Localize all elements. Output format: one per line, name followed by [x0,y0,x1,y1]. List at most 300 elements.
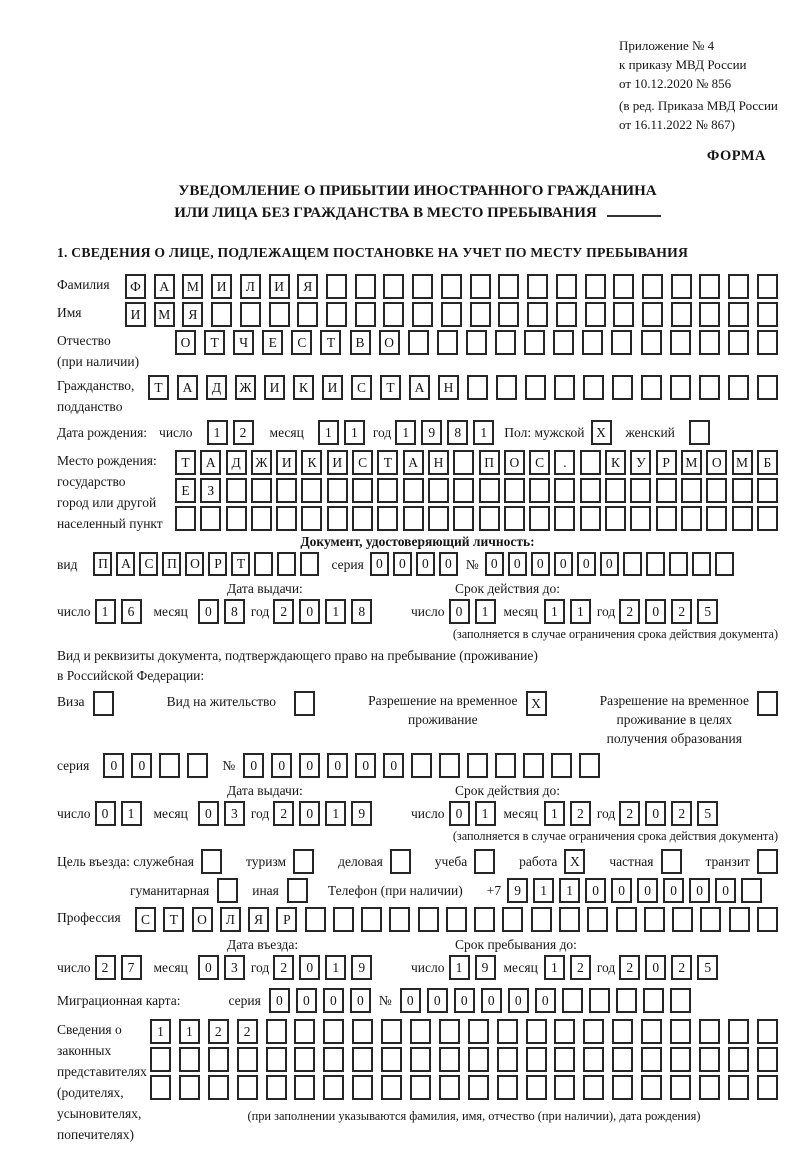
representatives-cell[interactable] [208,1075,229,1100]
stay-number-cell[interactable] [495,753,516,778]
stay-until-month-cell[interactable]: 2 [570,955,591,980]
representatives-cell[interactable] [150,1047,171,1072]
stay-number-cell[interactable] [579,753,600,778]
birth-year-cell[interactable]: 9 [421,420,442,445]
patronymic-cell[interactable]: С [291,330,312,355]
representatives-cell[interactable]: 2 [237,1019,258,1044]
birth-month-cell[interactable]: 1 [344,420,365,445]
representatives-cell[interactable] [294,1047,315,1072]
phone-digit-cell[interactable]: 0 [663,878,684,903]
patronymic-cell[interactable] [524,330,545,355]
representatives-cell[interactable] [323,1019,344,1044]
patronymic-cell[interactable] [582,330,603,355]
birthplace-cell[interactable]: А [403,450,424,475]
profession-cell[interactable] [361,907,382,932]
profession-cell[interactable] [333,907,354,932]
birthplace-cell[interactable] [327,506,348,531]
id-valid-year-cell[interactable]: 2 [671,599,692,624]
stay-series-cell[interactable]: 0 [103,753,124,778]
representatives-cell[interactable] [583,1019,604,1044]
phone-digit-cell[interactable]: 0 [715,878,736,903]
representatives-cell[interactable] [554,1075,575,1100]
representatives-cell[interactable] [294,1019,315,1044]
birthplace-cell[interactable] [377,506,398,531]
citizenship-cell[interactable]: Д [206,375,227,400]
stay-series-cell[interactable] [159,753,180,778]
id-valid-year-cell[interactable]: 5 [697,599,718,624]
entry-month-cell[interactable]: 0 [198,955,219,980]
mc-number-cell[interactable]: 0 [454,988,475,1013]
birthplace-cell[interactable]: М [732,450,753,475]
doc-number-cell[interactable]: 0 [577,552,596,576]
given-name-cell[interactable] [297,302,318,327]
surname-cell[interactable]: М [182,274,203,299]
mc-number-cell[interactable]: 0 [481,988,502,1013]
surname-cell[interactable]: И [211,274,232,299]
birthplace-cell[interactable] [453,506,474,531]
representatives-cell[interactable] [757,1047,778,1072]
mc-series-cell[interactable]: 0 [323,988,344,1013]
birthplace-cell[interactable] [630,506,651,531]
stay-until-month-cell[interactable]: 1 [544,955,565,980]
given-name-cell[interactable] [556,302,577,327]
surname-cell[interactable] [757,274,778,299]
representatives-cell[interactable] [699,1075,720,1100]
given-name-cell[interactable] [527,302,548,327]
citizenship-cell[interactable] [641,375,662,400]
birthplace-cell[interactable]: У [630,450,651,475]
profession-cell[interactable] [644,907,665,932]
profession-cell[interactable] [389,907,410,932]
representatives-cell[interactable] [150,1075,171,1100]
stay-number-cell[interactable]: 0 [355,753,376,778]
temp-residence-checkbox[interactable]: X [526,691,547,716]
given-name-cell[interactable] [355,302,376,327]
birthplace-cell[interactable]: З [200,478,221,503]
patronymic-cell[interactable] [670,330,691,355]
patronymic-cell[interactable] [641,330,662,355]
citizenship-cell[interactable] [583,375,604,400]
birthplace-cell[interactable] [504,506,525,531]
surname-cell[interactable] [498,274,519,299]
citizenship-cell[interactable]: И [264,375,285,400]
mc-series-cell[interactable]: 0 [269,988,290,1013]
patronymic-cell[interactable]: Е [262,330,283,355]
birthplace-cell[interactable] [732,506,753,531]
stay-valid-day-cell[interactable]: 0 [449,801,470,826]
representatives-cell[interactable] [439,1075,460,1100]
citizenship-cell[interactable]: Т [380,375,401,400]
stay-valid-year-cell[interactable]: 2 [671,801,692,826]
visa-checkbox[interactable] [93,691,114,716]
mc-number-cell[interactable] [643,988,664,1013]
birthplace-cell[interactable]: А [200,450,221,475]
stay-issue-day-cell[interactable]: 0 [95,801,116,826]
representatives-cell[interactable] [381,1047,402,1072]
representatives-cell[interactable] [497,1047,518,1072]
doc-number-cell[interactable]: 0 [531,552,550,576]
birthplace-cell[interactable] [757,478,778,503]
stay-number-cell[interactable]: 0 [383,753,404,778]
surname-cell[interactable] [728,274,749,299]
surname-cell[interactable]: И [269,274,290,299]
surname-cell[interactable]: Ф [125,274,146,299]
representatives-cell[interactable] [381,1075,402,1100]
representatives-cell[interactable] [266,1019,287,1044]
citizenship-cell[interactable] [525,375,546,400]
representatives-cell[interactable] [468,1019,489,1044]
citizenship-cell[interactable]: А [409,375,430,400]
stay-issue-day-cell[interactable]: 1 [121,801,142,826]
birthplace-cell[interactable]: И [327,450,348,475]
phone-digit-cell[interactable]: 1 [559,878,580,903]
given-name-cell[interactable]: И [125,302,146,327]
entry-day-cell[interactable]: 2 [95,955,116,980]
birthplace-cell[interactable] [580,450,601,475]
birthplace-cell[interactable] [479,478,500,503]
birthplace-cell[interactable]: Т [377,450,398,475]
title-blank-line[interactable] [607,204,661,217]
id-issue-year-cell[interactable]: 0 [299,599,320,624]
doc-series-cell[interactable]: 0 [370,552,389,576]
birthplace-cell[interactable]: К [301,450,322,475]
patronymic-cell[interactable] [437,330,458,355]
birthplace-cell[interactable] [226,506,247,531]
phone-digit-cell[interactable]: 0 [585,878,606,903]
representatives-cell[interactable] [468,1047,489,1072]
entry-year-cell[interactable]: 9 [351,955,372,980]
doc-number-cell[interactable]: 0 [554,552,573,576]
representatives-cell[interactable] [612,1047,633,1072]
representatives-cell[interactable] [266,1047,287,1072]
id-valid-day-cell[interactable]: 1 [475,599,496,624]
birthplace-cell[interactable] [276,478,297,503]
profession-cell[interactable] [587,907,608,932]
birthplace-cell[interactable] [403,478,424,503]
birthplace-cell[interactable] [327,478,348,503]
mc-number-cell[interactable]: 0 [400,988,421,1013]
representatives-cell[interactable] [728,1075,749,1100]
citizenship-cell[interactable]: И [322,375,343,400]
birthplace-cell[interactable] [732,478,753,503]
doc-number-cell[interactable] [646,552,665,576]
mc-number-cell[interactable] [562,988,583,1013]
mc-series-cell[interactable]: 0 [350,988,371,1013]
given-name-cell[interactable]: М [154,302,175,327]
phone-digit-cell[interactable] [741,878,762,903]
birthplace-cell[interactable]: С [529,450,550,475]
stay-issue-year-cell[interactable]: 2 [273,801,294,826]
patronymic-cell[interactable] [466,330,487,355]
purpose-official-checkbox[interactable] [201,849,222,874]
birthplace-cell[interactable] [251,478,272,503]
entry-year-cell[interactable]: 1 [325,955,346,980]
citizenship-cell[interactable] [728,375,749,400]
representatives-cell[interactable] [323,1075,344,1100]
profession-cell[interactable]: С [135,907,156,932]
representatives-cell[interactable] [497,1019,518,1044]
representatives-cell[interactable] [266,1075,287,1100]
phone-digit-cell[interactable]: 0 [611,878,632,903]
representatives-cell[interactable] [497,1075,518,1100]
representatives-cell[interactable] [352,1019,373,1044]
patronymic-cell[interactable] [408,330,429,355]
surname-cell[interactable] [613,274,634,299]
doc-kind-cell[interactable]: О [185,552,204,576]
representatives-cell[interactable]: 1 [179,1019,200,1044]
representatives-cell[interactable]: 1 [150,1019,171,1044]
purpose-private-checkbox[interactable] [661,849,682,874]
stay-number-cell[interactable] [439,753,460,778]
birthplace-cell[interactable]: Б [757,450,778,475]
id-issue-day-cell[interactable]: 1 [95,599,116,624]
stay-valid-day-cell[interactable]: 1 [475,801,496,826]
doc-number-cell[interactable] [692,552,711,576]
representatives-cell[interactable] [381,1019,402,1044]
mc-number-cell[interactable]: 0 [427,988,448,1013]
doc-series-cell[interactable]: 0 [439,552,458,576]
id-valid-year-cell[interactable]: 0 [645,599,666,624]
surname-cell[interactable] [642,274,663,299]
given-name-cell[interactable] [585,302,606,327]
sex-male-checkbox[interactable]: X [591,420,612,445]
birthplace-cell[interactable] [681,478,702,503]
surname-cell[interactable] [556,274,577,299]
representatives-cell[interactable] [554,1019,575,1044]
mc-number-cell[interactable] [589,988,610,1013]
birthplace-cell[interactable] [301,478,322,503]
representatives-cell[interactable] [439,1019,460,1044]
birthplace-cell[interactable] [251,506,272,531]
id-issue-day-cell[interactable]: 6 [121,599,142,624]
birthplace-cell[interactable] [175,506,196,531]
birthplace-cell[interactable] [529,506,550,531]
birthplace-cell[interactable] [529,478,550,503]
surname-cell[interactable] [412,274,433,299]
representatives-cell[interactable] [699,1047,720,1072]
doc-number-cell[interactable] [623,552,642,576]
stay-issue-year-cell[interactable]: 9 [351,801,372,826]
given-name-cell[interactable] [728,302,749,327]
patronymic-cell[interactable]: О [379,330,400,355]
doc-kind-cell[interactable]: А [116,552,135,576]
surname-cell[interactable] [470,274,491,299]
patronymic-cell[interactable] [699,330,720,355]
entry-year-cell[interactable]: 0 [299,955,320,980]
phone-digit-cell[interactable]: 0 [637,878,658,903]
purpose-tourism-checkbox[interactable] [293,849,314,874]
birthplace-cell[interactable]: М [681,450,702,475]
stay-issue-month-cell[interactable]: 0 [198,801,219,826]
representatives-cell[interactable] [670,1019,691,1044]
stay-number-cell[interactable] [551,753,572,778]
birthplace-cell[interactable]: С [352,450,373,475]
birthplace-cell[interactable] [681,506,702,531]
representatives-cell[interactable] [670,1075,691,1100]
birthplace-cell[interactable] [200,506,221,531]
given-name-cell[interactable] [240,302,261,327]
birth-year-cell[interactable]: 1 [395,420,416,445]
profession-cell[interactable] [729,907,750,932]
birthplace-cell[interactable] [580,478,601,503]
given-name-cell[interactable] [757,302,778,327]
stay-until-day-cell[interactable]: 1 [449,955,470,980]
birth-day-cell[interactable]: 1 [207,420,228,445]
purpose-work-checkbox[interactable]: X [564,849,585,874]
id-valid-month-cell[interactable]: 1 [544,599,565,624]
stay-valid-year-cell[interactable]: 0 [645,801,666,826]
profession-cell[interactable] [474,907,495,932]
phone-digit-cell[interactable]: 9 [507,878,528,903]
id-issue-year-cell[interactable]: 2 [273,599,294,624]
birth-month-cell[interactable]: 1 [318,420,339,445]
representatives-cell[interactable] [352,1047,373,1072]
doc-series-cell[interactable]: 0 [416,552,435,576]
profession-cell[interactable] [502,907,523,932]
representatives-cell[interactable] [699,1019,720,1044]
profession-cell[interactable]: О [192,907,213,932]
surname-cell[interactable] [527,274,548,299]
profession-cell[interactable] [446,907,467,932]
stay-number-cell[interactable]: 0 [271,753,292,778]
representatives-cell[interactable] [526,1075,547,1100]
stay-issue-year-cell[interactable]: 1 [325,801,346,826]
birthplace-cell[interactable] [453,450,474,475]
temp-residence-edu-checkbox[interactable] [757,691,778,716]
representatives-cell[interactable] [554,1047,575,1072]
patronymic-cell[interactable]: В [350,330,371,355]
patronymic-cell[interactable] [495,330,516,355]
entry-month-cell[interactable]: 3 [224,955,245,980]
profession-cell[interactable] [616,907,637,932]
citizenship-cell[interactable] [496,375,517,400]
entry-day-cell[interactable]: 7 [121,955,142,980]
citizenship-cell[interactable]: Н [438,375,459,400]
citizenship-cell[interactable]: Ж [235,375,256,400]
surname-cell[interactable] [585,274,606,299]
birthplace-cell[interactable] [377,478,398,503]
surname-cell[interactable] [355,274,376,299]
representatives-cell[interactable] [641,1075,662,1100]
id-valid-month-cell[interactable]: 1 [570,599,591,624]
mc-series-cell[interactable]: 0 [296,988,317,1013]
representatives-cell[interactable] [237,1047,258,1072]
representatives-cell[interactable] [583,1075,604,1100]
representatives-cell[interactable] [468,1075,489,1100]
given-name-cell[interactable] [269,302,290,327]
profession-cell[interactable]: Р [276,907,297,932]
stay-valid-month-cell[interactable]: 2 [570,801,591,826]
representatives-cell[interactable] [641,1047,662,1072]
given-name-cell[interactable] [671,302,692,327]
stay-until-year-cell[interactable]: 5 [697,955,718,980]
birthplace-cell[interactable] [352,478,373,503]
doc-kind-cell[interactable]: С [139,552,158,576]
stay-valid-year-cell[interactable]: 5 [697,801,718,826]
id-issue-month-cell[interactable]: 8 [224,599,245,624]
doc-kind-cell[interactable]: Р [208,552,227,576]
doc-number-cell[interactable]: 0 [508,552,527,576]
citizenship-cell[interactable]: Т [148,375,169,400]
representatives-cell[interactable] [757,1075,778,1100]
birthplace-cell[interactable]: Е [175,478,196,503]
patronymic-cell[interactable] [553,330,574,355]
representatives-cell[interactable] [410,1019,431,1044]
surname-cell[interactable] [441,274,462,299]
patronymic-cell[interactable] [757,330,778,355]
surname-cell[interactable] [699,274,720,299]
birthplace-cell[interactable]: Ж [251,450,272,475]
representatives-cell[interactable] [641,1019,662,1044]
doc-kind-cell[interactable] [300,552,319,576]
profession-cell[interactable]: Т [163,907,184,932]
entry-year-cell[interactable]: 2 [273,955,294,980]
birth-year-cell[interactable]: 1 [473,420,494,445]
birthplace-cell[interactable] [706,506,727,531]
profession-cell[interactable] [559,907,580,932]
birthplace-cell[interactable]: О [504,450,525,475]
birthplace-cell[interactable]: К [605,450,626,475]
representatives-cell[interactable] [526,1047,547,1072]
birthplace-cell[interactable] [301,506,322,531]
surname-cell[interactable] [383,274,404,299]
representatives-cell[interactable] [410,1075,431,1100]
given-name-cell[interactable] [383,302,404,327]
phone-digit-cell[interactable]: 1 [533,878,554,903]
citizenship-cell[interactable]: С [351,375,372,400]
citizenship-cell[interactable] [670,375,691,400]
representatives-cell[interactable] [237,1075,258,1100]
stay-series-cell[interactable]: 0 [131,753,152,778]
profession-cell[interactable]: Я [248,907,269,932]
stay-series-cell[interactable] [187,753,208,778]
stay-valid-month-cell[interactable]: 1 [544,801,565,826]
given-name-cell[interactable] [613,302,634,327]
profession-cell[interactable] [418,907,439,932]
stay-number-cell[interactable] [411,753,432,778]
citizenship-cell[interactable] [467,375,488,400]
birth-day-cell[interactable]: 2 [233,420,254,445]
profession-cell[interactable] [531,907,552,932]
stay-issue-month-cell[interactable]: 3 [224,801,245,826]
representatives-cell[interactable] [728,1019,749,1044]
doc-kind-cell[interactable]: П [162,552,181,576]
surname-cell[interactable]: Л [240,274,261,299]
given-name-cell[interactable] [441,302,462,327]
given-name-cell[interactable] [211,302,232,327]
representatives-cell[interactable] [323,1047,344,1072]
patronymic-cell[interactable] [728,330,749,355]
profession-cell[interactable] [305,907,326,932]
purpose-other-checkbox[interactable] [287,878,308,903]
birth-year-cell[interactable]: 8 [447,420,468,445]
given-name-cell[interactable] [412,302,433,327]
given-name-cell[interactable] [498,302,519,327]
doc-number-cell[interactable] [715,552,734,576]
representatives-cell[interactable] [294,1075,315,1100]
birthplace-cell[interactable] [453,478,474,503]
birthplace-cell[interactable] [706,478,727,503]
stay-issue-year-cell[interactable]: 0 [299,801,320,826]
birthplace-cell[interactable] [605,506,626,531]
stay-until-year-cell[interactable]: 2 [671,955,692,980]
mc-number-cell[interactable]: 0 [508,988,529,1013]
purpose-study-checkbox[interactable] [474,849,495,874]
citizenship-cell[interactable] [757,375,778,400]
stay-until-year-cell[interactable]: 2 [619,955,640,980]
representatives-cell[interactable] [352,1075,373,1100]
birthplace-cell[interactable] [656,506,677,531]
